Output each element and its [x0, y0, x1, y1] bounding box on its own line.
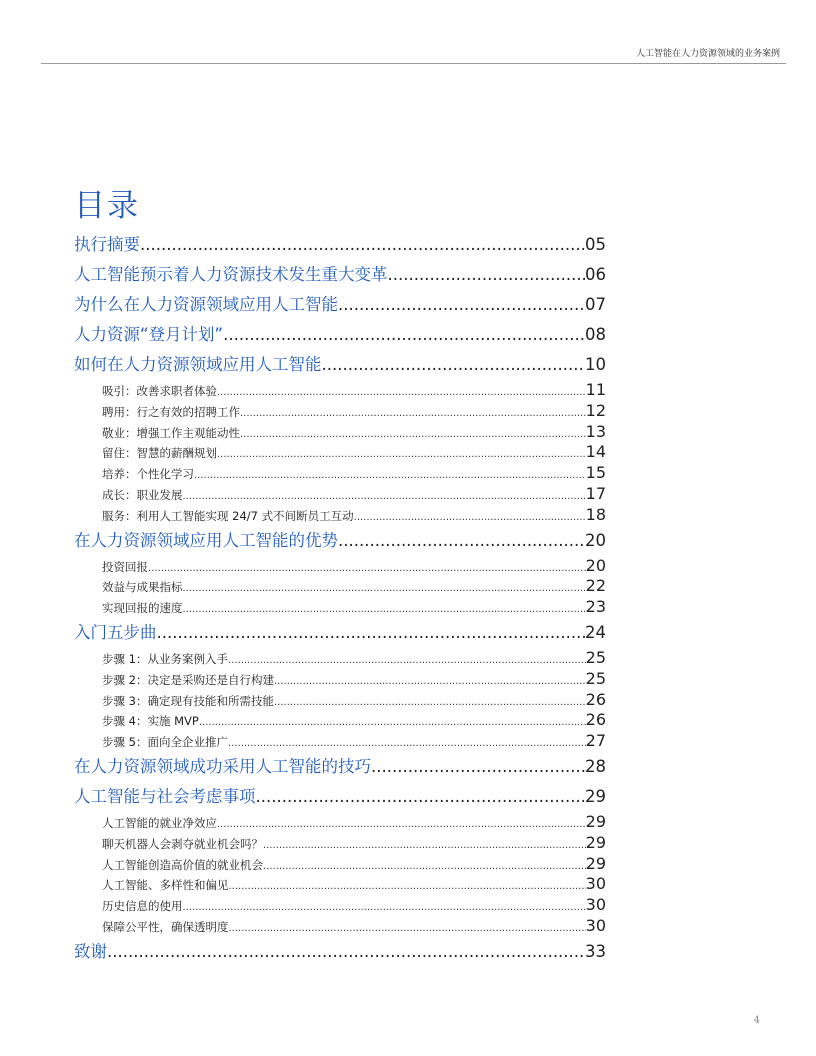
dot-leader [256, 782, 586, 812]
toc-subentry[interactable] [74, 505, 606, 526]
toc-entry-label: 效益与成果指标 [102, 580, 183, 595]
header-rule [41, 63, 786, 64]
toc-title: 目录 [74, 188, 140, 224]
dot-leader [228, 734, 586, 752]
dot-leader [217, 383, 586, 401]
dot-leader [354, 508, 586, 526]
dot-leader [217, 445, 586, 463]
dot-leader [240, 425, 586, 443]
toc-entry-page: 29 [585, 786, 606, 806]
toc-subentry[interactable] [74, 556, 606, 577]
toc-subentry[interactable] [74, 484, 606, 505]
toc-entry-label: 人工智能预示着人力资源技术发生重大变革 [74, 265, 388, 284]
dot-leader [157, 618, 586, 648]
toc-entry-page: 05 [585, 235, 606, 254]
toc-entry-label: 吸引：改善求职者体验 [102, 384, 217, 398]
toc-entry-page: 17 [585, 483, 606, 503]
toc-entry-page: 33 [585, 941, 606, 961]
dot-leader [322, 350, 586, 380]
toc-subentry[interactable] [74, 731, 606, 752]
toc-entry-label: 步骤 5：面向全企业推广 [102, 735, 228, 750]
dot-leader [183, 579, 586, 597]
toc-entry-label: 在人力资源领域应用人工智能的优势 [74, 530, 338, 550]
dot-leader [140, 230, 585, 260]
dot-leader [388, 260, 586, 290]
toc-entry-label: 人工智能与社会考虑事项 [74, 786, 256, 806]
toc-entry-label: 留住：智慧的薪酬规划 [102, 446, 217, 461]
toc-entry-label: 培养：个性化学习 [102, 467, 194, 482]
toc-entry-label: 在人力资源领域成功采用人工智能的技巧 [74, 756, 371, 776]
toc-entry-label: 入门五步曲 [74, 622, 157, 642]
toc-entry-label: 聊天机器人会剥夺就业机会吗？ [102, 836, 263, 851]
dot-leader [183, 898, 586, 916]
toc-entry-page: 11 [585, 380, 606, 399]
dot-leader [240, 404, 586, 422]
toc-subentry[interactable] [74, 690, 606, 711]
dot-leader [217, 815, 586, 833]
toc-entry-label: 执行摘要 [74, 235, 140, 254]
toc-entry-page: 24 [585, 622, 606, 642]
dot-leader [338, 290, 585, 320]
toc-entry-page: 29 [585, 811, 606, 831]
toc-entry-label: 人工智能的就业净效应 [102, 815, 217, 830]
dot-leader [274, 672, 586, 690]
toc-entry-label: 投资回报 [102, 559, 148, 574]
toc-subentry[interactable] [74, 812, 606, 833]
dot-leader [183, 600, 586, 618]
toc-entry-page: 25 [585, 668, 606, 688]
dot-leader [263, 836, 586, 854]
toc-entry[interactable] [74, 320, 606, 350]
toc-entry-page: 27 [585, 731, 606, 751]
toc-entry-page: 28 [585, 756, 606, 776]
toc-entry-page: 12 [585, 400, 606, 420]
toc-entry-page: 08 [585, 325, 606, 344]
toc-entry-label: 服务：利用人工智能实现 24/7 式不间断员工互动 [102, 508, 354, 523]
toc-subentry[interactable] [74, 669, 606, 690]
dot-leader [229, 877, 586, 895]
toc-entry-label: 聘用：行之有效的招聘工作 [102, 404, 240, 419]
toc-entry-page: 23 [585, 597, 606, 617]
toc-entry-page: 26 [585, 710, 606, 730]
toc-entry-page: 26 [585, 689, 606, 709]
toc-subentry[interactable] [74, 833, 606, 854]
toc-entry-label: 人工智能创造高价值的就业机会 [102, 857, 263, 872]
toc-subentry[interactable] [74, 874, 606, 895]
toc-entry-page: 20 [585, 530, 606, 550]
toc-entry[interactable] [74, 230, 606, 260]
toc-subentry[interactable] [74, 895, 606, 916]
toc-entry-label: 致谢 [74, 941, 107, 961]
toc-subentry[interactable] [74, 380, 606, 401]
toc-subentry[interactable] [74, 648, 606, 669]
toc-entry-page: 20 [585, 555, 606, 575]
toc-entry-page: 30 [585, 874, 606, 894]
toc-entry[interactable] [74, 290, 606, 320]
toc-entry-label: 敬业：增强工作主观能动性 [102, 425, 240, 440]
toc-entry[interactable] [74, 618, 606, 648]
dot-leader [223, 320, 585, 350]
toc-entry[interactable] [74, 260, 606, 290]
toc-entry-label: 人工智能、多样性和偏见 [102, 878, 229, 893]
running-header: 人工智能在人力资源领域的业务案例 [635, 49, 780, 59]
toc-entry[interactable] [74, 752, 606, 782]
toc-entry-label: 步骤 3：确定现有技能和所需技能 [102, 693, 274, 708]
toc-entry-label: 人力资源“登月计划” [74, 325, 224, 344]
toc-subentry[interactable] [74, 916, 606, 937]
toc-entry-page: 14 [585, 442, 606, 462]
toc-subentry[interactable] [74, 442, 606, 463]
toc-subentry[interactable] [74, 597, 606, 618]
toc-entry-label: 步骤 2：决定是采购还是自行构建 [102, 672, 274, 687]
dot-leader [338, 526, 585, 556]
toc-entry-page: 18 [585, 504, 606, 524]
table-of-contents [74, 230, 606, 967]
toc-entry-page: 15 [585, 463, 606, 483]
toc-subentry[interactable] [74, 422, 606, 443]
toc-entry-page: 29 [585, 832, 606, 852]
toc-entry-page: 07 [585, 295, 606, 314]
toc-entry-label: 如何在人力资源领域应用人工智能 [74, 355, 322, 374]
toc-entry-label: 保障公平性，确保透明度 [102, 919, 229, 934]
toc-entry-page: 22 [585, 576, 606, 596]
toc-subentry[interactable] [74, 401, 606, 422]
dot-leader [194, 466, 586, 484]
toc-entry[interactable] [74, 782, 606, 812]
dot-leader [148, 559, 586, 577]
toc-entry-page: 30 [585, 915, 606, 935]
toc-subentry[interactable] [74, 710, 606, 731]
page-number: 4 [753, 1015, 760, 1026]
toc-entry-label: 为什么在人力资源领域应用人工智能 [74, 295, 338, 314]
toc-entry-label: 步骤 1：从业务案例入手 [102, 651, 228, 666]
toc-entry-page: 13 [585, 421, 606, 441]
toc-entry-label: 成长：职业发展 [102, 487, 183, 502]
dot-leader [371, 752, 585, 782]
toc-entry-page: 25 [585, 647, 606, 667]
toc-entry-page: 29 [585, 853, 606, 873]
toc-entry-label: 实现回报的速度 [102, 601, 183, 616]
dot-leader [263, 857, 586, 875]
toc-subentry[interactable] [74, 854, 606, 875]
toc-entry[interactable] [74, 937, 606, 967]
toc-entry-page: 30 [585, 895, 606, 915]
dot-leader [183, 487, 586, 505]
toc-entry-label: 步骤 4：实施 MVP [102, 714, 199, 729]
dot-leader [199, 713, 586, 731]
toc-entry[interactable] [74, 350, 606, 380]
dot-leader [228, 651, 586, 669]
toc-entry[interactable] [74, 526, 606, 556]
toc-subentry[interactable] [74, 463, 606, 484]
toc-entry-page: 10 [585, 355, 606, 374]
toc-subentry[interactable] [74, 576, 606, 597]
toc-entry-page: 06 [585, 265, 606, 284]
dot-leader [229, 919, 586, 937]
toc-entry-label: 历史信息的使用 [102, 899, 183, 914]
dot-leader [274, 693, 586, 711]
dot-leader [107, 937, 585, 967]
